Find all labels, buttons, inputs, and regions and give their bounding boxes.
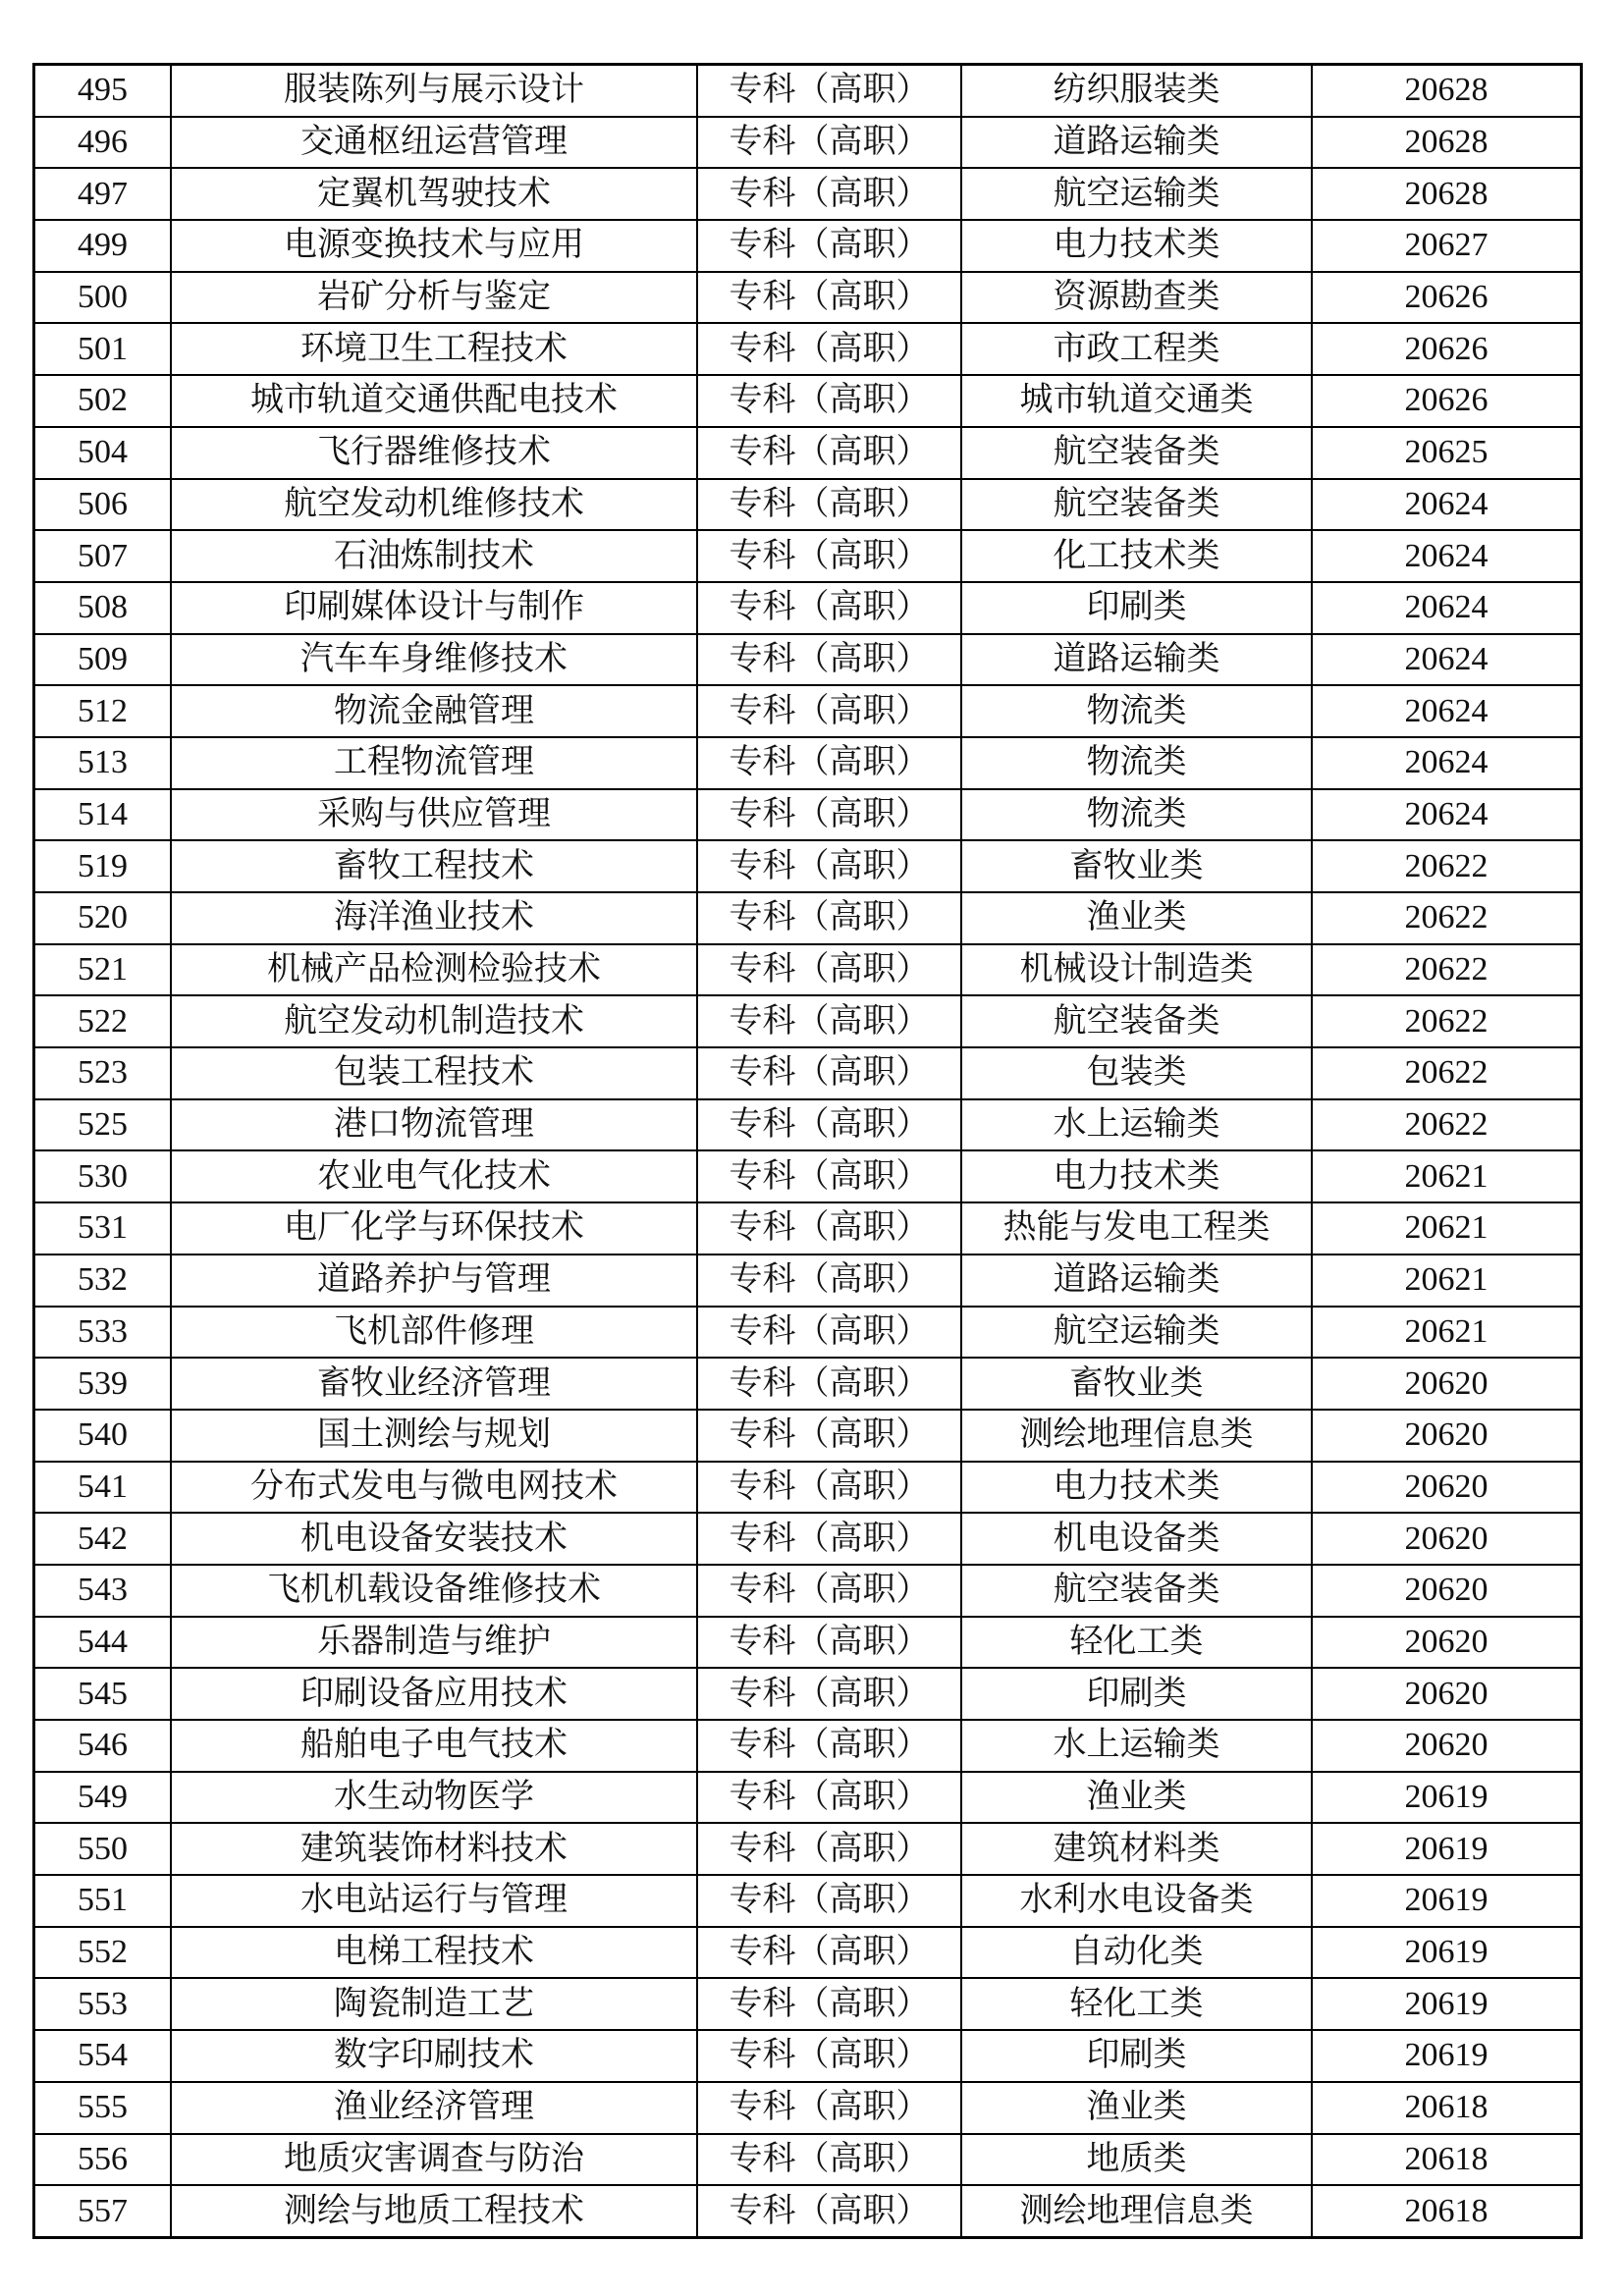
major-name-cell: 电梯工程技术 (171, 1927, 697, 1979)
major-name-cell: 航空发动机制造技术 (171, 995, 697, 1047)
major-category-cell: 道路运输类 (961, 634, 1312, 686)
major-category-cell: 轻化工类 (961, 1617, 1312, 1669)
row-number-cell: 549 (34, 1772, 172, 1824)
score-cell: 20620 (1312, 1617, 1582, 1669)
major-category-cell: 航空装备类 (961, 995, 1312, 1047)
table-row (34, 1565, 1582, 1617)
score-cell: 20622 (1312, 892, 1582, 944)
table-row (34, 2185, 1582, 2237)
major-category-cell: 航空运输类 (961, 168, 1312, 220)
table-row (34, 685, 1582, 737)
row-number-cell: 554 (34, 2030, 172, 2082)
table-row (34, 1150, 1582, 1202)
table-row (34, 1617, 1582, 1669)
table-row (34, 995, 1582, 1047)
major-name-cell: 机械产品检测检验技术 (171, 944, 697, 996)
education-level-cell: 专科（高职） (697, 1307, 961, 1359)
major-table (32, 63, 1583, 2239)
major-name-cell: 飞行器维修技术 (171, 427, 697, 479)
row-number-cell: 552 (34, 1927, 172, 1979)
row-number-cell: 495 (34, 65, 172, 117)
table-row (34, 323, 1582, 375)
score-cell: 20628 (1312, 65, 1582, 117)
table-row (34, 1202, 1582, 1255)
score-cell: 20620 (1312, 1565, 1582, 1617)
table-row (34, 1410, 1582, 1462)
major-name-cell: 渔业经济管理 (171, 2082, 697, 2134)
score-cell: 20619 (1312, 1875, 1582, 1927)
table-row (34, 789, 1582, 841)
score-cell: 20624 (1312, 789, 1582, 841)
major-name-cell: 水生动物医学 (171, 1772, 697, 1824)
table-row (34, 1047, 1582, 1099)
education-level-cell: 专科（高职） (697, 2185, 961, 2237)
table-row (34, 65, 1582, 117)
row-number-cell: 546 (34, 1720, 172, 1772)
major-category-cell: 印刷类 (961, 2030, 1312, 2082)
major-name-cell: 畜牧业经济管理 (171, 1358, 697, 1410)
major-name-cell: 航空发动机维修技术 (171, 479, 697, 531)
major-name-cell: 陶瓷制造工艺 (171, 1978, 697, 2030)
education-level-cell: 专科（高职） (697, 1565, 961, 1617)
major-category-cell: 畜牧业类 (961, 840, 1312, 892)
major-name-cell: 畜牧工程技术 (171, 840, 697, 892)
score-cell: 20620 (1312, 1462, 1582, 1514)
table-row (34, 1978, 1582, 2030)
table-row (34, 1099, 1582, 1151)
education-level-cell: 专科（高职） (697, 1047, 961, 1099)
major-name-cell: 汽车车身维修技术 (171, 634, 697, 686)
row-number-cell: 531 (34, 1202, 172, 1255)
row-number-cell: 532 (34, 1255, 172, 1307)
row-number-cell: 522 (34, 995, 172, 1047)
score-cell: 20622 (1312, 944, 1582, 996)
major-name-cell: 包装工程技术 (171, 1047, 697, 1099)
education-level-cell: 专科（高职） (697, 789, 961, 841)
row-number-cell: 508 (34, 582, 172, 634)
education-level-cell: 专科（高职） (697, 1927, 961, 1979)
major-name-cell: 印刷设备应用技术 (171, 1668, 697, 1720)
education-level-cell: 专科（高职） (697, 427, 961, 479)
major-name-cell: 电源变换技术与应用 (171, 220, 697, 272)
score-cell: 20618 (1312, 2082, 1582, 2134)
major-category-cell: 航空装备类 (961, 479, 1312, 531)
row-number-cell: 509 (34, 634, 172, 686)
major-category-cell: 物流类 (961, 789, 1312, 841)
education-level-cell: 专科（高职） (697, 1099, 961, 1151)
major-category-cell: 纺织服装类 (961, 65, 1312, 117)
row-number-cell: 519 (34, 840, 172, 892)
score-cell: 20627 (1312, 220, 1582, 272)
score-cell: 20621 (1312, 1255, 1582, 1307)
score-cell: 20622 (1312, 840, 1582, 892)
major-name-cell: 乐器制造与维护 (171, 1617, 697, 1669)
score-cell: 20628 (1312, 168, 1582, 220)
major-name-cell: 农业电气化技术 (171, 1150, 697, 1202)
major-category-cell: 印刷类 (961, 582, 1312, 634)
major-name-cell: 船舶电子电气技术 (171, 1720, 697, 1772)
education-level-cell: 专科（高职） (697, 220, 961, 272)
table-row (34, 1513, 1582, 1565)
row-number-cell: 525 (34, 1099, 172, 1151)
major-category-cell: 测绘地理信息类 (961, 1410, 1312, 1462)
table-row (34, 168, 1582, 220)
education-level-cell: 专科（高职） (697, 892, 961, 944)
table-row (34, 634, 1582, 686)
education-level-cell: 专科（高职） (697, 1513, 961, 1565)
score-cell: 20620 (1312, 1358, 1582, 1410)
row-number-cell: 520 (34, 892, 172, 944)
score-cell: 20618 (1312, 2185, 1582, 2237)
major-category-cell: 包装类 (961, 1047, 1312, 1099)
major-category-cell: 航空装备类 (961, 427, 1312, 479)
row-number-cell: 530 (34, 1150, 172, 1202)
major-category-cell: 机械设计制造类 (961, 944, 1312, 996)
education-level-cell: 专科（高职） (697, 375, 961, 427)
score-cell: 20619 (1312, 1927, 1582, 1979)
major-category-cell: 建筑材料类 (961, 1823, 1312, 1875)
row-number-cell: 533 (34, 1307, 172, 1359)
major-name-cell: 飞机机载设备维修技术 (171, 1565, 697, 1617)
major-category-cell: 机电设备类 (961, 1513, 1312, 1565)
score-cell: 20619 (1312, 1823, 1582, 1875)
score-cell: 20624 (1312, 530, 1582, 582)
row-number-cell: 506 (34, 479, 172, 531)
table-row (34, 1668, 1582, 1720)
row-number-cell: 551 (34, 1875, 172, 1927)
table-row (34, 220, 1582, 272)
major-category-cell: 物流类 (961, 737, 1312, 789)
education-level-cell: 专科（高职） (697, 1150, 961, 1202)
major-name-cell: 工程物流管理 (171, 737, 697, 789)
table-row (34, 1462, 1582, 1514)
major-name-cell: 飞机部件修理 (171, 1307, 697, 1359)
score-cell: 20624 (1312, 737, 1582, 789)
education-level-cell: 专科（高职） (697, 1462, 961, 1514)
education-level-cell: 专科（高职） (697, 1772, 961, 1824)
row-number-cell: 555 (34, 2082, 172, 2134)
table-row (34, 1875, 1582, 1927)
table-row (34, 1307, 1582, 1359)
education-level-cell: 专科（高职） (697, 479, 961, 531)
major-category-cell: 电力技术类 (961, 220, 1312, 272)
education-level-cell: 专科（高职） (697, 1720, 961, 1772)
table-row (34, 530, 1582, 582)
row-number-cell: 502 (34, 375, 172, 427)
major-category-cell: 道路运输类 (961, 1255, 1312, 1307)
major-name-cell: 岩矿分析与鉴定 (171, 272, 697, 324)
major-name-cell: 服装陈列与展示设计 (171, 65, 697, 117)
score-cell: 20624 (1312, 479, 1582, 531)
education-level-cell: 专科（高职） (697, 995, 961, 1047)
education-level-cell: 专科（高职） (697, 2082, 961, 2134)
table-row (34, 2030, 1582, 2082)
row-number-cell: 543 (34, 1565, 172, 1617)
row-number-cell: 501 (34, 323, 172, 375)
major-category-cell: 电力技术类 (961, 1150, 1312, 1202)
education-level-cell: 专科（高职） (697, 168, 961, 220)
major-name-cell: 城市轨道交通供配电技术 (171, 375, 697, 427)
major-category-cell: 水上运输类 (961, 1099, 1312, 1151)
major-name-cell: 机电设备安装技术 (171, 1513, 697, 1565)
row-number-cell: 499 (34, 220, 172, 272)
education-level-cell: 专科（高职） (697, 1875, 961, 1927)
row-number-cell: 514 (34, 789, 172, 841)
score-cell: 20622 (1312, 1047, 1582, 1099)
education-level-cell: 专科（高职） (697, 1410, 961, 1462)
score-cell: 20619 (1312, 2030, 1582, 2082)
major-category-cell: 市政工程类 (961, 323, 1312, 375)
education-level-cell: 专科（高职） (697, 65, 961, 117)
major-name-cell: 电厂化学与环保技术 (171, 1202, 697, 1255)
major-name-cell: 国土测绘与规划 (171, 1410, 697, 1462)
major-category-cell: 化工技术类 (961, 530, 1312, 582)
row-number-cell: 497 (34, 168, 172, 220)
row-number-cell: 496 (34, 117, 172, 169)
major-name-cell: 港口物流管理 (171, 1099, 697, 1151)
score-cell: 20621 (1312, 1307, 1582, 1359)
education-level-cell: 专科（高职） (697, 323, 961, 375)
row-number-cell: 540 (34, 1410, 172, 1462)
education-level-cell: 专科（高职） (697, 944, 961, 996)
table-row (34, 840, 1582, 892)
major-name-cell: 环境卫生工程技术 (171, 323, 697, 375)
major-category-cell: 物流类 (961, 685, 1312, 737)
major-category-cell: 道路运输类 (961, 117, 1312, 169)
table-row (34, 2134, 1582, 2186)
major-category-cell: 渔业类 (961, 2082, 1312, 2134)
table-row (34, 427, 1582, 479)
education-level-cell: 专科（高职） (697, 2134, 961, 2186)
score-cell: 20620 (1312, 1513, 1582, 1565)
education-level-cell: 专科（高职） (697, 117, 961, 169)
education-level-cell: 专科（高职） (697, 1255, 961, 1307)
score-cell: 20626 (1312, 375, 1582, 427)
major-name-cell: 印刷媒体设计与制作 (171, 582, 697, 634)
major-category-cell: 城市轨道交通类 (961, 375, 1312, 427)
table-row (34, 737, 1582, 789)
major-name-cell: 测绘与地质工程技术 (171, 2185, 697, 2237)
row-number-cell: 523 (34, 1047, 172, 1099)
major-category-cell: 渔业类 (961, 892, 1312, 944)
education-level-cell: 专科（高职） (697, 2030, 961, 2082)
score-cell: 20624 (1312, 685, 1582, 737)
education-level-cell: 专科（高职） (697, 737, 961, 789)
score-cell: 20622 (1312, 1099, 1582, 1151)
education-level-cell: 专科（高职） (697, 582, 961, 634)
table-row (34, 272, 1582, 324)
major-category-cell: 航空运输类 (961, 1307, 1312, 1359)
major-name-cell: 交通枢纽运营管理 (171, 117, 697, 169)
table-row (34, 117, 1582, 169)
major-category-cell: 资源勘查类 (961, 272, 1312, 324)
major-category-cell: 印刷类 (961, 1668, 1312, 1720)
score-cell: 20620 (1312, 1410, 1582, 1462)
major-category-cell: 航空装备类 (961, 1565, 1312, 1617)
row-number-cell: 557 (34, 2185, 172, 2237)
education-level-cell: 专科（高职） (697, 634, 961, 686)
score-cell: 20619 (1312, 1772, 1582, 1824)
education-level-cell: 专科（高职） (697, 1823, 961, 1875)
education-level-cell: 专科（高职） (697, 685, 961, 737)
table-row (34, 1823, 1582, 1875)
row-number-cell: 504 (34, 427, 172, 479)
major-name-cell: 海洋渔业技术 (171, 892, 697, 944)
table-row (34, 1772, 1582, 1824)
table-row (34, 375, 1582, 427)
major-name-cell: 地质灾害调查与防治 (171, 2134, 697, 2186)
major-name-cell: 水电站运行与管理 (171, 1875, 697, 1927)
score-cell: 20622 (1312, 995, 1582, 1047)
row-number-cell: 545 (34, 1668, 172, 1720)
major-name-cell: 数字印刷技术 (171, 2030, 697, 2082)
table-row (34, 1927, 1582, 1979)
score-cell: 20618 (1312, 2134, 1582, 2186)
major-name-cell: 分布式发电与微电网技术 (171, 1462, 697, 1514)
table-row (34, 892, 1582, 944)
major-category-cell: 测绘地理信息类 (961, 2185, 1312, 2237)
table-row (34, 1720, 1582, 1772)
major-category-cell: 电力技术类 (961, 1462, 1312, 1514)
row-number-cell: 512 (34, 685, 172, 737)
major-category-cell: 畜牧业类 (961, 1358, 1312, 1410)
education-level-cell: 专科（高职） (697, 1617, 961, 1669)
major-category-cell: 地质类 (961, 2134, 1312, 2186)
education-level-cell: 专科（高职） (697, 272, 961, 324)
major-category-cell: 水利水电设备类 (961, 1875, 1312, 1927)
table-row (34, 2082, 1582, 2134)
table-row (34, 1255, 1582, 1307)
row-number-cell: 544 (34, 1617, 172, 1669)
table-row (34, 1358, 1582, 1410)
row-number-cell: 507 (34, 530, 172, 582)
table-body (34, 65, 1582, 2238)
score-cell: 20621 (1312, 1150, 1582, 1202)
major-category-cell: 渔业类 (961, 1772, 1312, 1824)
major-name-cell: 定翼机驾驶技术 (171, 168, 697, 220)
major-name-cell: 石油炼制技术 (171, 530, 697, 582)
row-number-cell: 542 (34, 1513, 172, 1565)
score-cell: 20620 (1312, 1668, 1582, 1720)
table-row (34, 944, 1582, 996)
row-number-cell: 541 (34, 1462, 172, 1514)
major-name-cell: 采购与供应管理 (171, 789, 697, 841)
major-category-cell: 热能与发电工程类 (961, 1202, 1312, 1255)
row-number-cell: 556 (34, 2134, 172, 2186)
score-cell: 20621 (1312, 1202, 1582, 1255)
education-level-cell: 专科（高职） (697, 840, 961, 892)
score-cell: 20624 (1312, 582, 1582, 634)
table-row (34, 479, 1582, 531)
row-number-cell: 553 (34, 1978, 172, 2030)
score-cell: 20626 (1312, 272, 1582, 324)
table-row (34, 582, 1582, 634)
major-category-cell: 轻化工类 (961, 1978, 1312, 2030)
score-cell: 20625 (1312, 427, 1582, 479)
row-number-cell: 539 (34, 1358, 172, 1410)
education-level-cell: 专科（高职） (697, 1202, 961, 1255)
score-cell: 20624 (1312, 634, 1582, 686)
major-name-cell: 道路养护与管理 (171, 1255, 697, 1307)
score-cell: 20620 (1312, 1720, 1582, 1772)
major-name-cell: 物流金融管理 (171, 685, 697, 737)
education-level-cell: 专科（高职） (697, 530, 961, 582)
score-cell: 20626 (1312, 323, 1582, 375)
major-category-cell: 自动化类 (961, 1927, 1312, 1979)
row-number-cell: 500 (34, 272, 172, 324)
education-level-cell: 专科（高职） (697, 1668, 961, 1720)
major-category-cell: 水上运输类 (961, 1720, 1312, 1772)
major-name-cell: 建筑装饰材料技术 (171, 1823, 697, 1875)
education-level-cell: 专科（高职） (697, 1978, 961, 2030)
score-cell: 20619 (1312, 1978, 1582, 2030)
row-number-cell: 521 (34, 944, 172, 996)
row-number-cell: 513 (34, 737, 172, 789)
row-number-cell: 550 (34, 1823, 172, 1875)
score-cell: 20628 (1312, 117, 1582, 169)
education-level-cell: 专科（高职） (697, 1358, 961, 1410)
